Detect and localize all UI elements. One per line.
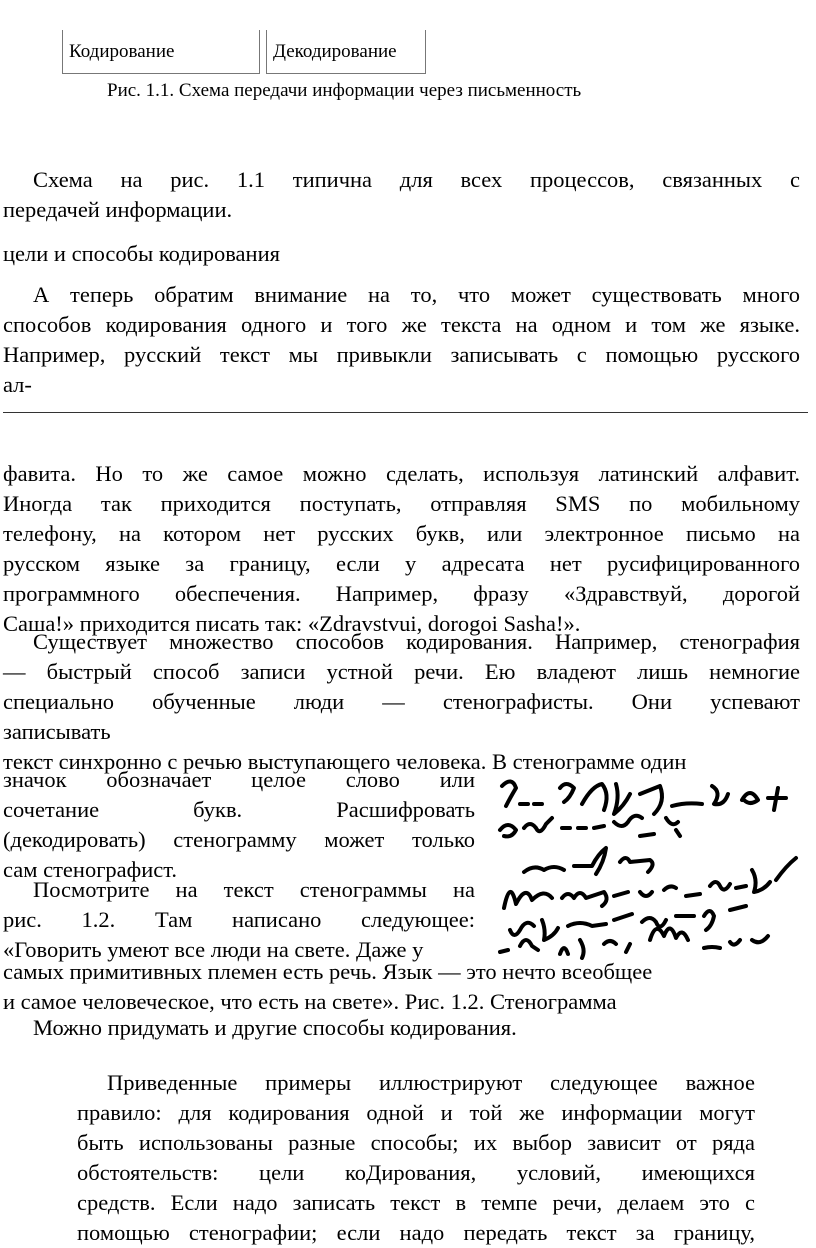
figure-caption: Рис. 1.1. Схема передачи информации через письменность	[107, 80, 582, 101]
paragraph-2	[3, 280, 800, 400]
text-line: текст синхронно с речью выступающего человека. В стенограмме один	[3, 749, 687, 774]
text-line: самых примитивных племен есть речь. Язык — это нечто всеобщее	[3, 959, 653, 984]
text-line: ал-	[3, 372, 32, 397]
paragraph-6	[3, 1013, 800, 1043]
text-line: программного обеспечения. Например, фразу «Здравствуй, дорогой	[3, 581, 800, 606]
encoding-label: Кодирование	[69, 41, 175, 62]
text-line: (декодировать) стенограмму может только	[3, 827, 475, 852]
text-line: Саша!» приходится писать так: «Zdravstvui, dorogoi Sasha!».	[3, 611, 581, 636]
text-line: Схема на рис. 1.1 типична для всех процессов, связанных с	[33, 167, 800, 192]
text-line: и самое человеческое, что есть на свете». Рис. 1.2. Стенограмма	[3, 989, 617, 1014]
text-line: «Говорить умеют все люди на свете. Даже у	[3, 937, 424, 962]
text-line: фавита. Но то же самое можно сделать, используя латинский алфавит.	[3, 461, 800, 486]
text-line: обстоятельств: цели коДирования, условий, имеющихся	[77, 1160, 755, 1185]
section-heading: цели и способы кодирования	[3, 241, 280, 266]
text-line: Посмотрите на текст стенограммы на	[33, 877, 475, 902]
text-line: сам стенографист.	[3, 857, 178, 882]
decoding-box	[266, 30, 426, 74]
text-line: способов кодирования одного и того же текста на одном и том же языке.	[3, 312, 800, 337]
text-line: сочетание букв. Расшифровать	[3, 797, 475, 822]
paragraph-5	[3, 957, 800, 1017]
text-line: телефону, на котором нет русских букв, или электронное письмо на	[3, 521, 800, 546]
paragraph-3	[3, 459, 800, 639]
text-line: русском языке за границу, если у адресата нет русифицированного	[3, 551, 800, 576]
text-line: Существует множество способов кодирования. Например, стенография	[33, 629, 800, 654]
text-line: Можно придумать и другие способы кодирования.	[33, 1015, 517, 1040]
text-line: средств. Если надо записать текст в темпе речи, делаем это с	[77, 1190, 755, 1215]
text-line: записывать	[3, 719, 111, 744]
text-line: Иногда так приходится поступать, отправляя SMS по мобильному	[3, 491, 800, 516]
text-line: Приведенные примеры иллюстрируют следующее важное	[107, 1070, 755, 1095]
text-line: Например, русский текст мы привыкли записывать с помощью русского	[3, 342, 800, 367]
text-line: помощью стенографии; если надо передать текст за границу,	[77, 1220, 755, 1245]
text-line: специально обученные люди — стенографисты. Они успевают	[3, 689, 800, 714]
encoding-box	[62, 30, 260, 74]
text-line: рис. 1.2. Там написано следующее:	[3, 907, 475, 932]
text-line: передачей информации.	[3, 197, 233, 222]
boxed-paragraph	[77, 1068, 755, 1248]
text-line: А теперь обратим внимание на то, что может существовать много	[33, 282, 800, 307]
text-line: значок обозначает целое слово или	[3, 767, 475, 792]
paragraph-4-wrap	[3, 765, 475, 885]
paragraph-1	[3, 165, 800, 225]
text-line: быть использованы разные способы; их выбор зависит от ряда	[77, 1130, 755, 1155]
shorthand-image	[490, 770, 810, 960]
paragraph-5-wrap	[3, 875, 475, 965]
decoding-label: Декодирование	[273, 41, 397, 62]
page-break-line	[3, 412, 808, 413]
text-line: правило: для кодирования одной и той же информации могут	[77, 1100, 755, 1125]
text-line: — быстрый способ записи устной речи. Ею владеют лишь немногие	[3, 659, 800, 684]
paragraph-4	[3, 627, 800, 777]
